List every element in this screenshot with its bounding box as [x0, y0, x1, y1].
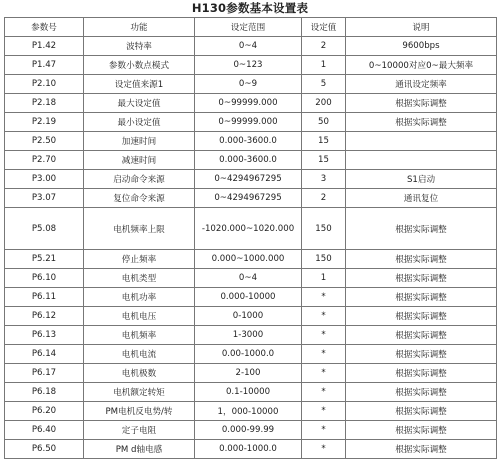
- table-row: [5, 402, 497, 421]
- value-cell: *: [302, 421, 346, 440]
- table-row: [5, 132, 497, 151]
- function-cell: 定子电阻: [84, 421, 195, 440]
- value-cell: *: [302, 383, 346, 402]
- function-cell: 电机类型: [84, 269, 195, 288]
- param-no-cell: P6.11: [5, 288, 84, 307]
- table-row: [5, 113, 497, 132]
- param-no-cell: P1.42: [5, 37, 84, 56]
- value-cell: *: [302, 402, 346, 421]
- range-cell: 1，000-10000: [195, 402, 302, 421]
- table-row: [5, 56, 497, 75]
- header-description: 说明: [346, 18, 497, 37]
- function-cell: 电机极数: [84, 364, 195, 383]
- table-row: [5, 37, 497, 56]
- range-cell: 0~4294967295: [195, 189, 302, 208]
- table-row: [5, 170, 497, 189]
- description-cell: 根据实际调整: [346, 288, 497, 307]
- value-cell: 2: [302, 189, 346, 208]
- description-cell: 根据实际调整: [346, 307, 497, 326]
- header-function: 功能: [84, 18, 195, 37]
- param-no-cell: P6.40: [5, 421, 84, 440]
- description-cell: 通讯设定频率: [346, 75, 497, 94]
- description-cell: 根据实际调整: [346, 345, 497, 364]
- function-cell: 电机频率: [84, 326, 195, 345]
- function-cell: 减速时间: [84, 151, 195, 170]
- description-cell: 0~10000对应0~最大频率: [346, 56, 497, 75]
- description-cell: 根据实际调整: [346, 113, 497, 132]
- description-cell: 根据实际调整: [346, 94, 497, 113]
- range-cell: 0~4: [195, 269, 302, 288]
- description-cell: 9600bps: [346, 37, 497, 56]
- range-cell: 2-100: [195, 364, 302, 383]
- table-row: [5, 75, 497, 94]
- value-cell: 50: [302, 113, 346, 132]
- description-cell: 根据实际调整: [346, 421, 497, 440]
- value-cell: 3: [302, 170, 346, 189]
- range-cell: 0.000-1000.0: [195, 440, 302, 459]
- table-row: [5, 288, 497, 307]
- param-no-cell: P6.18: [5, 383, 84, 402]
- param-no-cell: P6.12: [5, 307, 84, 326]
- value-cell: 2: [302, 37, 346, 56]
- function-cell: 参数小数点模式: [84, 56, 195, 75]
- function-cell: 最大设定值: [84, 94, 195, 113]
- function-cell: 复位命令来源: [84, 189, 195, 208]
- range-cell: 0~99999.000: [195, 94, 302, 113]
- function-cell: 设定值来源1: [84, 75, 195, 94]
- description-cell: 根据实际调整: [346, 326, 497, 345]
- param-no-cell: P3.00: [5, 170, 84, 189]
- table-row: [5, 269, 497, 288]
- param-no-cell: P6.14: [5, 345, 84, 364]
- value-cell: *: [302, 364, 346, 383]
- value-cell: *: [302, 440, 346, 459]
- table-row: [5, 250, 497, 269]
- range-cell: 0.000-10000: [195, 288, 302, 307]
- range-cell: 0.1-10000: [195, 383, 302, 402]
- table-title: H130参数基本设置表: [191, 1, 309, 15]
- function-cell: PM电机反电势/转: [84, 402, 195, 421]
- description-cell: 根据实际调整: [346, 440, 497, 459]
- description-cell: [346, 132, 497, 151]
- param-no-cell: P2.50: [5, 132, 84, 151]
- param-no-cell: P3.07: [5, 189, 84, 208]
- param-no-cell: P2.18: [5, 94, 84, 113]
- function-cell: 电机额定转矩: [84, 383, 195, 402]
- param-no-cell: P6.17: [5, 364, 84, 383]
- function-cell: 启动命令来源: [84, 170, 195, 189]
- description-cell: 根据实际调整: [346, 250, 497, 269]
- range-cell: 0~99999.000: [195, 113, 302, 132]
- description-cell: 根据实际调整: [346, 402, 497, 421]
- range-cell: 0.000-99.99: [195, 421, 302, 440]
- range-cell: 0~9: [195, 75, 302, 94]
- value-cell: 150: [302, 250, 346, 269]
- value-cell: 5: [302, 75, 346, 94]
- description-cell: 根据实际调整: [346, 208, 497, 250]
- table-row: [5, 151, 497, 170]
- table-row: [5, 364, 497, 383]
- table-row: [5, 383, 497, 402]
- param-no-cell: P2.19: [5, 113, 84, 132]
- table-row: [5, 94, 497, 113]
- value-cell: *: [302, 307, 346, 326]
- range-cell: 1-3000: [195, 326, 302, 345]
- param-no-cell: P6.13: [5, 326, 84, 345]
- table-row: [5, 421, 497, 440]
- table-row: [5, 440, 497, 459]
- table-row: [5, 189, 497, 208]
- table-row: [5, 208, 497, 250]
- value-cell: *: [302, 288, 346, 307]
- range-cell: 0.000-3600.0: [195, 132, 302, 151]
- function-cell: 最小设定值: [84, 113, 195, 132]
- description-cell: 根据实际调整: [346, 364, 497, 383]
- description-cell: 通讯复位: [346, 189, 497, 208]
- description-cell: 根据实际调整: [346, 269, 497, 288]
- table-row: [5, 307, 497, 326]
- parameter-table: [4, 17, 497, 459]
- function-cell: 电机电流: [84, 345, 195, 364]
- param-no-cell: P2.70: [5, 151, 84, 170]
- function-cell: 电机功率: [84, 288, 195, 307]
- header-param-no: 参数号: [5, 18, 84, 37]
- table-row: [5, 326, 497, 345]
- table-body: [5, 37, 497, 459]
- range-cell: -1020.000~1020.000: [195, 208, 302, 250]
- function-cell: 加速时间: [84, 132, 195, 151]
- value-cell: 1: [302, 56, 346, 75]
- range-cell: 0.00-1000.0: [195, 345, 302, 364]
- param-no-cell: P1.47: [5, 56, 84, 75]
- description-cell: 根据实际调整: [346, 383, 497, 402]
- value-cell: *: [302, 345, 346, 364]
- param-no-cell: P6.20: [5, 402, 84, 421]
- header-range: 设定范围: [195, 18, 302, 37]
- value-cell: *: [302, 326, 346, 345]
- table-row: [5, 345, 497, 364]
- param-no-cell: P5.08: [5, 208, 84, 250]
- function-cell: 电机电压: [84, 307, 195, 326]
- range-cell: 0.000-3600.0: [195, 151, 302, 170]
- param-no-cell: P2.10: [5, 75, 84, 94]
- param-no-cell: P6.10: [5, 269, 84, 288]
- function-cell: PM d轴电感: [84, 440, 195, 459]
- function-cell: 电机频率上限: [84, 208, 195, 250]
- range-cell: 0~123: [195, 56, 302, 75]
- param-no-cell: P5.21: [5, 250, 84, 269]
- description-cell: [346, 151, 497, 170]
- param-no-cell: P6.50: [5, 440, 84, 459]
- range-cell: 0~4294967295: [195, 170, 302, 189]
- value-cell: 1: [302, 269, 346, 288]
- range-cell: 0~4: [195, 37, 302, 56]
- range-cell: 0-1000: [195, 307, 302, 326]
- value-cell: 150: [302, 208, 346, 250]
- value-cell: 15: [302, 151, 346, 170]
- value-cell: 200: [302, 94, 346, 113]
- description-cell: S1启动: [346, 170, 497, 189]
- function-cell: 停止频率: [84, 250, 195, 269]
- value-cell: 15: [302, 132, 346, 151]
- range-cell: 0.000~1000.000: [195, 250, 302, 269]
- table-header-row: [5, 18, 497, 37]
- function-cell: 波特率: [84, 37, 195, 56]
- header-value: 设定值: [302, 18, 346, 37]
